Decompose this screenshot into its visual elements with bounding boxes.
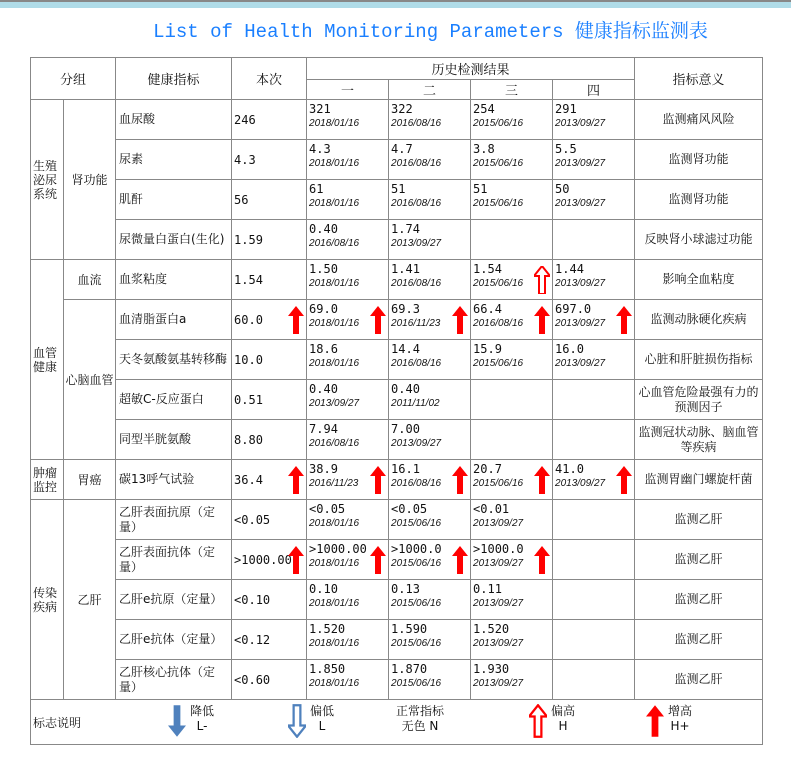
history-cell [553,300,635,340]
legend-item-name: 增高 [668,704,693,718]
history-cell [471,340,553,380]
header-h2: 二 [389,80,471,100]
history-cell-empty [553,660,635,700]
history-date: 2015/06/16 [473,118,524,129]
history-cell [553,260,635,300]
indicator-meaning: 监测乙肝 [635,580,763,620]
history-value: 0.40 [391,382,420,396]
indicator-name: 同型半胱氨酸 [116,420,232,460]
table-row [31,260,763,300]
history-date: 2018/01/16 [309,318,360,329]
header-group: 分组 [31,58,116,100]
legend-item [168,704,214,741]
history-date: 2015/06/16 [391,518,442,529]
history-cell [471,500,553,540]
history-date: 2018/01/16 [309,638,360,649]
history-cell [307,660,389,700]
history-value: 15.9 [473,342,502,356]
current-value: 36.4 [234,472,263,487]
indicator-name: 尿素 [116,140,232,180]
history-value: 18.6 [309,342,338,356]
history-value: <0.01 [473,502,510,516]
history-cell-empty [553,380,635,420]
history-cell [471,140,553,180]
history-cell [553,180,635,220]
history-date: 2016/08/16 [391,158,442,169]
legend-item [529,704,575,741]
history-cell [553,140,635,180]
history-date: 2013/09/27 [473,558,524,569]
current-value: 8.80 [234,432,263,447]
history-date: 2015/06/16 [473,278,524,289]
history-value: 291 [555,102,577,116]
current-value: <0.12 [234,632,271,647]
history-cell-empty [471,420,553,460]
group-category: 传染疾病 [31,500,64,700]
indicator-name: 尿微量白蛋白(生化) [116,220,232,260]
history-value: 0.40 [309,222,338,236]
history-cell [389,380,471,420]
history-date: 2016/08/16 [391,358,442,369]
history-value: 254 [473,102,495,116]
high-arrow-icon [534,466,550,494]
history-date: 2016/08/16 [309,438,360,449]
history-cell [307,380,389,420]
current-value: >1000.00 [234,552,292,567]
current-value: <0.60 [234,672,271,687]
indicator-name: 乙肝e抗体（定量） [116,620,232,660]
history-cell [307,180,389,220]
history-date: 2013/09/27 [555,478,606,489]
indicator-meaning: 心血管危险最强有力的预测因子 [635,380,763,420]
history-value: 69.0 [309,302,338,316]
history-date: 2015/06/16 [473,358,524,369]
history-date: 2015/06/16 [473,158,524,169]
history-date: 2013/09/27 [473,518,524,529]
history-date: 2018/01/16 [309,278,360,289]
group-category: 血管健康 [31,260,64,460]
legend-item-name: 偏高 [551,704,576,718]
table-row [31,420,763,460]
history-cell [389,260,471,300]
current-value: 246 [234,112,256,127]
current-value-cell [232,260,307,300]
history-date: 2015/06/16 [473,198,524,209]
history-value: 0.40 [309,382,338,396]
history-date: 2016/08/16 [391,478,442,489]
history-date: 2016/08/16 [391,198,442,209]
high-arrow-icon [452,546,468,574]
history-value: >1000.0 [473,542,524,556]
history-value: 5.5 [555,142,577,156]
history-value: >1000.0 [391,542,442,556]
header-h4: 四 [553,80,635,100]
header-indicator: 健康指标 [116,58,232,100]
legend-item-name: 正常指标 [396,704,445,718]
table-row [31,580,763,620]
current-value: 0.51 [234,392,263,407]
table-row [31,300,763,340]
history-date: 2018/01/16 [309,598,360,609]
browser-top-strip [0,0,791,8]
history-cell [307,420,389,460]
group-subcategory: 肾功能 [64,100,116,260]
current-value-cell [232,100,307,140]
history-date: 2013/09/27 [555,358,606,369]
high-arrow-icon [288,306,304,334]
history-value: 0.10 [309,582,338,596]
history-cell [389,180,471,220]
header-meaning: 指标意义 [635,58,763,100]
history-value: 50 [555,182,570,196]
header-history: 历史检测结果 [307,58,635,80]
indicator-meaning: 监测肾功能 [635,140,763,180]
history-cell [471,100,553,140]
current-value: 56 [234,192,249,207]
history-date: 2016/08/16 [391,118,442,129]
indicator-meaning: 监测痛风风险 [635,100,763,140]
indicator-meaning: 监测乙肝 [635,540,763,580]
legend-item [396,704,444,734]
history-date: 2018/01/16 [309,158,360,169]
page-title: List of Health Monitoring Parameters 健康指标监测表 [153,21,708,43]
legend-item [646,704,692,741]
header-h3: 三 [471,80,553,100]
current-value-cell [232,380,307,420]
history-date: 2013/09/27 [555,318,606,329]
history-value: 7.94 [309,422,338,436]
history-value: 1.520 [473,622,510,636]
high-arrow-icon [452,466,468,494]
indicator-meaning: 监测乙肝 [635,660,763,700]
history-date: 2015/06/16 [473,478,524,489]
indicator-meaning: 影响全血粘度 [635,260,763,300]
history-value: 16.0 [555,342,584,356]
history-value: 1.54 [473,262,502,276]
history-cell [307,620,389,660]
table-row [31,180,763,220]
indicator-meaning: 监测动脉硬化疾病 [635,300,763,340]
current-value: <0.10 [234,592,271,607]
history-date: 2016/11/23 [391,318,441,329]
history-date: 2013/09/27 [473,638,524,649]
group-subcategory: 血流 [64,260,116,300]
history-cell [389,580,471,620]
history-cell [471,620,553,660]
legend-item-name: 偏低 [310,704,335,718]
legend-item-code: L- [196,719,208,733]
table-row [31,620,763,660]
indicator-meaning: 监测肾功能 [635,180,763,220]
history-cell [389,500,471,540]
indicator-meaning: 监测胃幽门螺旋杆菌 [635,460,763,500]
current-value: 10.0 [234,352,263,367]
history-value: 20.7 [473,462,502,476]
history-cell [389,300,471,340]
history-date: 2013/09/27 [391,438,442,449]
history-cell-empty [471,380,553,420]
history-cell-empty [553,540,635,580]
current-value-cell [232,620,307,660]
current-value-cell [232,180,307,220]
table-row [31,220,763,260]
history-cell [389,540,471,580]
history-value: 1.850 [309,662,346,676]
high-arrow-icon [452,306,468,334]
history-cell [471,260,553,300]
indicator-name: 肌酐 [116,180,232,220]
current-value-cell [232,300,307,340]
history-cell [471,660,553,700]
history-date: 2015/06/16 [391,678,442,689]
history-value: 1.520 [309,622,346,636]
group-subcategory: 心脑血管 [64,300,116,460]
history-cell [471,580,553,620]
indicator-meaning: 监测乙肝 [635,620,763,660]
current-value: 60.0 [234,312,263,327]
group-subcategory: 胃癌 [64,460,116,500]
history-cell [389,220,471,260]
current-value: 1.59 [234,232,263,247]
history-date: 2018/01/16 [309,678,360,689]
legend-item [288,704,334,741]
indicator-meaning: 监测冠状动脉、脑血管等疾病 [635,420,763,460]
history-value: 1.590 [391,622,428,636]
history-cell [307,220,389,260]
history-value: 1.74 [391,222,420,236]
indicator-name: 乙肝核心抗体（定量） [116,660,232,700]
indicator-name: 血浆粘度 [116,260,232,300]
history-value: 16.1 [391,462,420,476]
history-value: 4.7 [391,142,413,156]
history-value: 0.13 [391,582,420,596]
indicator-name: 乙肝e抗原（定量） [116,580,232,620]
current-value-cell [232,220,307,260]
history-cell [389,460,471,500]
legend-down-solid-arrow-icon [168,704,186,741]
history-value: >1000.00 [309,542,367,556]
history-cell [307,140,389,180]
indicator-name: 血清脂蛋白a [116,300,232,340]
legend-up-solid-arrow-icon [646,704,664,741]
history-cell [389,420,471,460]
high-arrow-icon [370,306,386,334]
history-value: 61 [309,182,324,196]
current-value-cell [232,500,307,540]
indicator-name: 碳13呼气试验 [116,460,232,500]
indicator-meaning: 监测乙肝 [635,500,763,540]
group-category: 肿瘤监控 [31,460,64,500]
history-value: 1.44 [555,262,584,276]
indicator-meaning: 心脏和肝脏损伤指标 [635,340,763,380]
history-cell [307,100,389,140]
high-arrow-icon [370,466,386,494]
history-cell-empty [553,620,635,660]
history-cell [471,460,553,500]
legend-item-code: H+ [670,719,690,733]
history-value: 322 [391,102,413,116]
history-cell [389,660,471,700]
indicator-name: 乙肝表面抗体（定量） [116,540,232,580]
legend-item-code: 无色 N [401,719,439,733]
history-value: 41.0 [555,462,584,476]
history-cell-empty [553,220,635,260]
indicator-name: 天冬氨酸氨基转移酶 [116,340,232,380]
current-value-cell [232,420,307,460]
history-date: 2018/01/16 [309,558,360,569]
history-value: 14.4 [391,342,420,356]
legend-item-code: L [318,719,326,733]
history-cell-empty [553,420,635,460]
indicator-name: 血尿酸 [116,100,232,140]
history-cell-empty [553,580,635,620]
health-table [30,57,763,745]
table-row [31,340,763,380]
history-date: 2013/09/27 [391,238,442,249]
history-date: 2016/08/16 [473,318,524,329]
history-value: <0.05 [309,502,346,516]
high-arrow-icon [616,466,632,494]
current-value: <0.05 [234,512,271,527]
header-h1: 一 [307,80,389,100]
history-cell [553,340,635,380]
history-value: 697.0 [555,302,592,316]
legend-row [31,700,763,745]
history-cell [471,540,553,580]
history-cell [307,300,389,340]
history-value: <0.05 [391,502,428,516]
history-cell [307,460,389,500]
history-date: 2018/01/16 [309,198,360,209]
history-date: 2013/09/27 [555,118,606,129]
history-value: 4.3 [309,142,331,156]
history-date: 2013/09/27 [473,598,524,609]
history-value: 0.11 [473,582,502,596]
table-row [31,500,763,540]
history-value: 66.4 [473,302,502,316]
history-date: 2013/09/27 [555,198,606,209]
legend-up-hollow-arrow-icon [529,704,547,741]
table-row [31,380,763,420]
high-arrow-icon [616,306,632,334]
history-cell [471,180,553,220]
history-cell-empty [471,220,553,260]
current-value-cell [232,140,307,180]
history-cell [389,340,471,380]
table-row [31,460,763,500]
history-date: 2016/08/16 [309,238,360,249]
history-cell [553,460,635,500]
history-value: 69.3 [391,302,420,316]
legend-item-name: 降低 [190,704,215,718]
history-cell [389,620,471,660]
indicator-name: 乙肝表面抗原（定量） [116,500,232,540]
current-value-cell [232,460,307,500]
history-date: 2016/11/23 [309,478,359,489]
history-date: 2013/09/27 [555,278,606,289]
history-date: 2015/06/16 [391,638,442,649]
history-value: 7.00 [391,422,420,436]
high-arrow-icon [288,546,304,574]
history-value: 51 [391,182,406,196]
history-date: 2013/09/27 [555,158,606,169]
history-value: 321 [309,102,331,116]
history-date: 2011/11/02 [391,398,440,409]
history-value: 3.8 [473,142,495,156]
history-value: 51 [473,182,488,196]
current-value: 4.3 [234,152,256,167]
current-value: 1.54 [234,272,263,287]
table-row [31,140,763,180]
group-subcategory: 乙肝 [64,500,116,700]
history-cell [471,300,553,340]
high-arrow-icon [534,546,550,574]
history-date: 2018/01/16 [309,358,360,369]
legend-item-code: H [558,719,568,733]
indicator-meaning: 反映肾小球滤过功能 [635,220,763,260]
history-value: 1.930 [473,662,510,676]
high-arrow-icon [288,466,304,494]
current-value-cell [232,540,307,580]
history-cell [307,540,389,580]
history-cell [389,140,471,180]
history-cell [389,100,471,140]
history-date: 2015/06/16 [391,558,442,569]
history-cell [307,500,389,540]
slightly-high-arrow-icon [534,266,550,294]
table-row [31,660,763,700]
legend-label: 标志说明 [33,716,82,730]
indicator-name: 超敏C-反应蛋白 [116,380,232,420]
history-value: 1.870 [391,662,428,676]
history-cell-empty [553,500,635,540]
history-cell [307,340,389,380]
current-value-cell [232,580,307,620]
table-row [31,540,763,580]
history-value: 1.41 [391,262,420,276]
high-arrow-icon [534,306,550,334]
history-date: 2016/08/16 [391,278,442,289]
legend-down-hollow-arrow-icon [288,704,306,741]
history-cell [307,260,389,300]
history-date: 2018/01/16 [309,518,360,529]
table-row [31,100,763,140]
history-cell [307,580,389,620]
group-category: 生殖泌尿系统 [31,100,64,260]
history-value: 38.9 [309,462,338,476]
history-date: 2018/01/16 [309,118,360,129]
high-arrow-icon [370,546,386,574]
history-value: 1.50 [309,262,338,276]
header-current: 本次 [232,58,307,100]
history-cell [553,100,635,140]
history-date: 2013/09/27 [473,678,524,689]
current-value-cell [232,660,307,700]
current-value-cell [232,340,307,380]
history-date: 2015/06/16 [391,598,442,609]
history-date: 2013/09/27 [309,398,360,409]
